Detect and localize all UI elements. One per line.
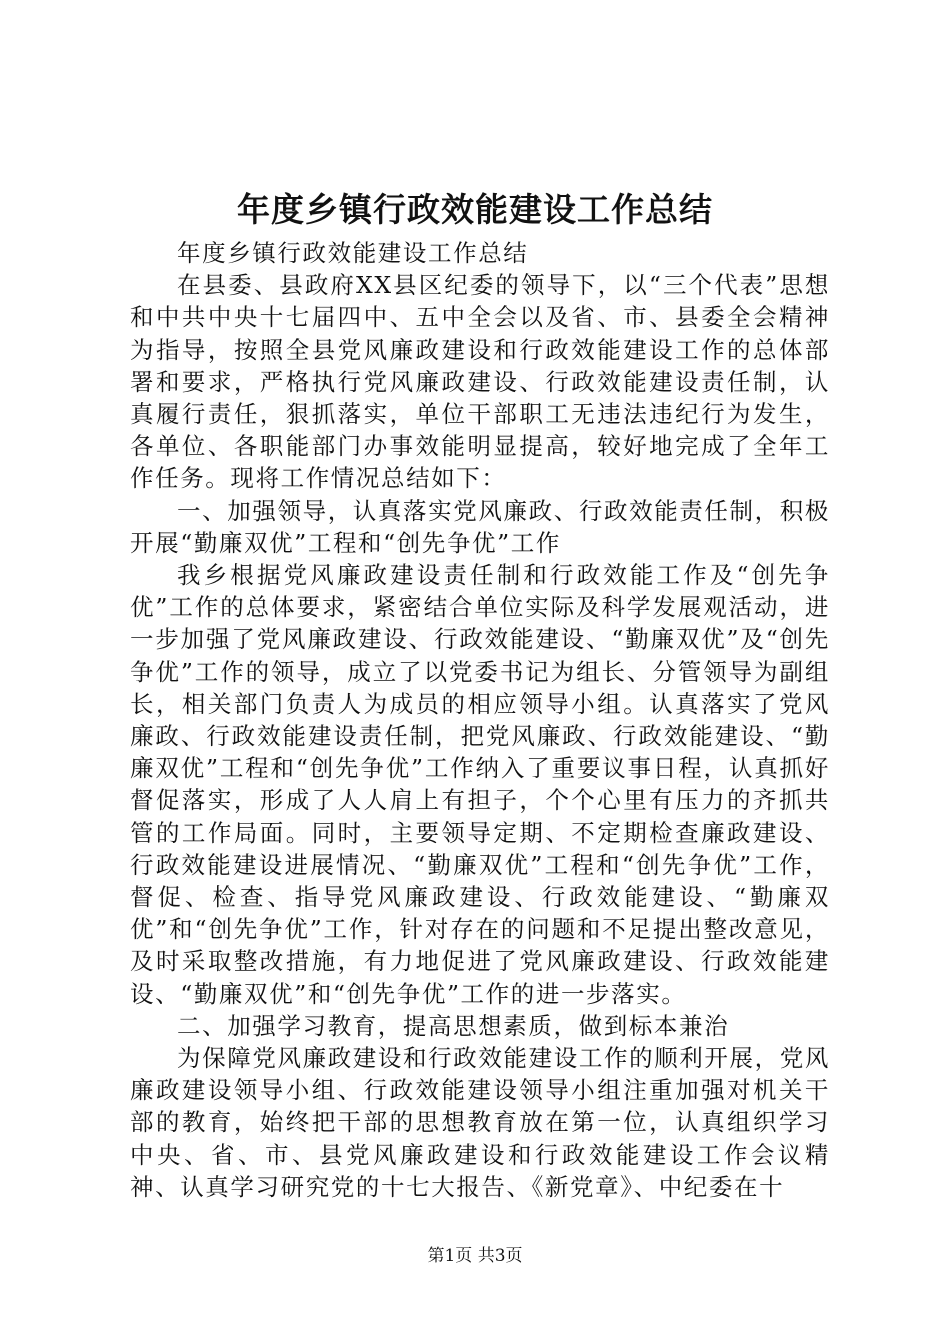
paragraph-subtitle: 年度乡镇行政效能建设工作总结 [177, 239, 529, 267]
page-footer: 第1页 共3页 [427, 1246, 523, 1266]
document-title: 年度乡镇行政效能建设工作总结 [237, 190, 713, 229]
paragraph-intro: 在县委、县政府XX县区纪委的领导下，以“三个代表”思想和中共中央十七届四中、五中全会以及省、市、县委全会精神为指导，按照全县党风廉政建设和行政效能建设工作的总体部署和要求，严格执行党风廉政建设、行政效能建设责任制，认真履行责任，狠抓落实，单位干部职工无违法违纪行为发生，各单位、各职能部门办事效能明显提高，较好地完成了全年工作任务。现将工作情况总结如下： [130, 271, 830, 493]
section-heading-2: 二、加强学习教育，提高思想素质，做到标本兼治 [177, 1011, 730, 1040]
document-body [130, 237, 830, 1203]
section-heading-1: 一、加强领导，认真落实党风廉政、行政效能责任制，积极开展“勤廉双优”工程和“创先争优”工作 [130, 496, 830, 557]
paragraph-section-1: 我乡根据党风廉政建设责任制和行政效能工作及“创先争优”工作的总体要求，紧密结合单位实际及科学发展观活动，进一步加强了党风廉政建设、行政效能建设、“勤廉双优”及“创先争优”工作的领导，成立了以党委书记为组长、分管领导为副组长，相关部门负责人为成员的相应领导小组。认真落实了党风廉政、行政效能建设责任制，把党风廉政、行政效能建设、“勤廉双优”工程和“创先争优”工作纳入了重要议事日程，认真抓好督促落实，形成了人人肩上有担子，个个心里有压力的齐抓共管的工作局面。同时，主要领导定期、不定期检查廉政建设、行政效能建设进展情况、“勤廉双优”工程和“创先争优”工作，督促、检查、指导党风廉政建设、行政效能建设、“勤廉双优”和“创先争优”工作，针对存在的问题和不足提出整改意见，及时采取整改措施，有力地促进了党风廉政建设、行政效能建设、“勤廉双优”和“创先争优”工作的进一步落实。 [130, 561, 830, 1008]
paragraph-section-2: 为保障党风廉政建设和行政效能建设工作的顺利开展，党风廉政建设领导小组、行政效能建设领导小组注重加强对机关干部的教育，始终把干部的思想教育放在第一位，认真组织学习中央、省、市、县党风廉政建设和行政效能建设工作会议精神、认真学习研究党的十七大报告、《新党章》、中纪委在十 [130, 1044, 830, 1201]
